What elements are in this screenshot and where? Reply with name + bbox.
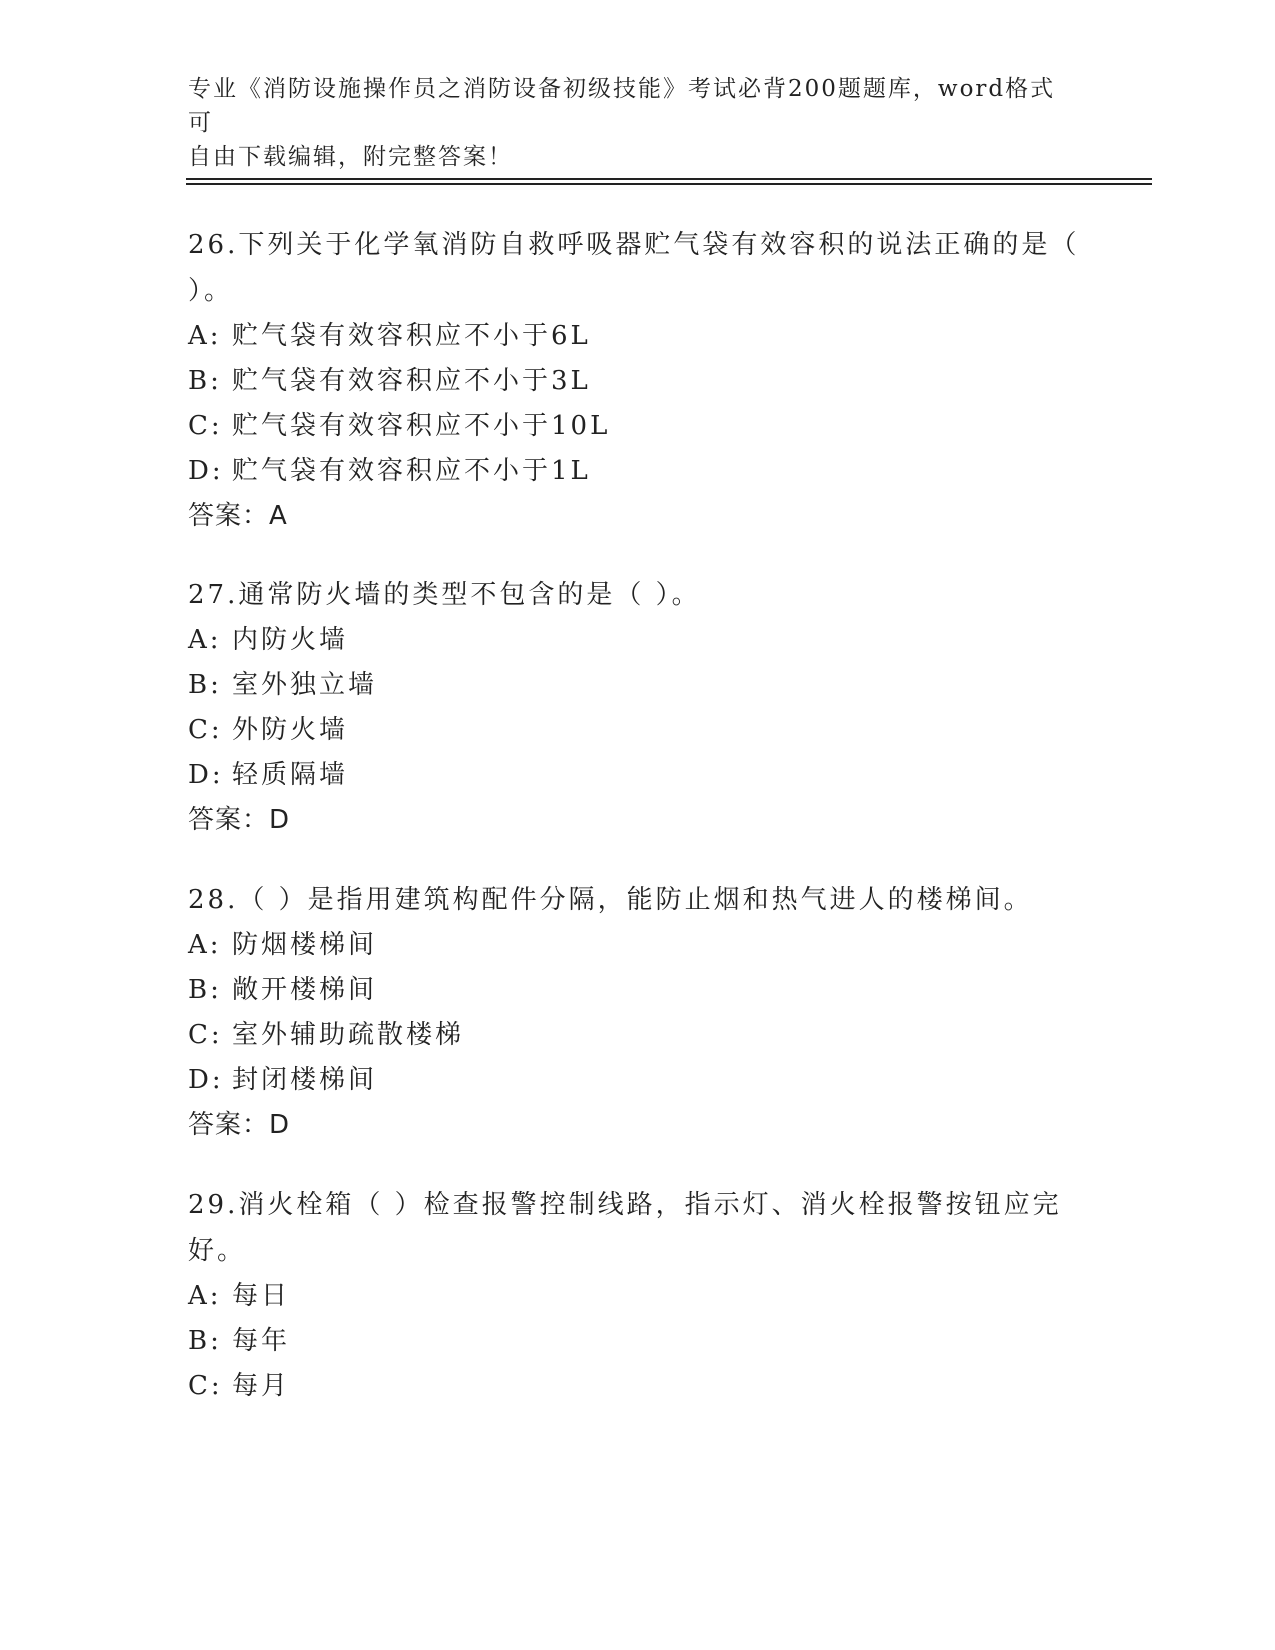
option-key: D: [188,1065,224,1095]
question-stem-line-2: ）。 [188,276,234,306]
option-a [188,1274,1088,1319]
option-text: 贮气袋有效容积应不小于10L [232,411,611,441]
option-c [188,708,1088,753]
question-stem-line-1: 29.消火栓箱（ ）检查报警控制线路，指示灯、消火栓报警按钮应完 [188,1190,1062,1220]
question-27 [188,572,1088,843]
option-key: D: [188,760,224,790]
option-b [188,359,1088,404]
option-text: 每年 [232,1326,291,1356]
option-text: 敞开楼梯间 [232,975,378,1005]
option-text: 封闭楼梯间 [232,1065,378,1095]
option-c [188,1364,1088,1409]
option-text: 贮气袋有效容积应不小于3L [232,366,591,396]
header-line-1: 专业《消防设施操作员之消防设备初级技能》考试必背200题题库，word格式可 [188,76,1056,136]
option-key: D: [188,456,224,486]
question-29 [188,1182,1088,1409]
question-stem-line-1: 28.（ ）是指用建筑构配件分隔，能防止烟和热气进人的楼梯间。 [188,885,1033,915]
header-divider-top [186,178,1152,180]
option-key: A: [188,930,222,960]
option-text: 轻质隔墙 [232,760,349,790]
option-b [188,968,1088,1013]
question-26 [188,222,1088,539]
option-d [188,449,1088,494]
option-key: B: [188,670,222,700]
option-text: 防烟楼梯间 [232,930,378,960]
option-d [188,753,1088,798]
option-key: A: [188,625,222,655]
answer-line: 答案：D [188,805,291,835]
option-a [188,923,1088,968]
option-text: 贮气袋有效容积应不小于6L [232,321,591,351]
option-text: 外防火墙 [232,715,349,745]
header-line-2: 自由下载编辑，附完整答案！ [188,144,513,170]
option-key: C: [188,715,223,745]
option-a [188,314,1088,359]
question-stem-line-1: 26.下列关于化学氧消防自救呼吸器贮气袋有效容积的说法正确的是（ [188,230,1080,260]
option-text: 内防火墙 [232,625,349,655]
option-text: 每日 [232,1281,291,1311]
option-b [188,663,1088,708]
option-key: C: [188,1371,223,1401]
option-d [188,1058,1088,1103]
option-key: B: [188,366,222,396]
option-text: 室外独立墙 [232,670,378,700]
option-key: C: [188,1020,223,1050]
option-key: A: [188,1281,222,1311]
option-key: B: [188,975,222,1005]
option-a [188,618,1088,663]
question-stem-line-2: 好。 [188,1236,247,1266]
option-c [188,404,1088,449]
answer-line: 答案：A [188,501,288,531]
option-text: 室外辅助疏散楼梯 [232,1020,465,1050]
document-header [188,72,1068,174]
question-28 [188,877,1088,1148]
option-b [188,1319,1088,1364]
option-c [188,1013,1088,1058]
question-stem-line-1: 27.通常防火墙的类型不包含的是（ ）。 [188,580,701,610]
header-divider-bottom [186,183,1152,185]
option-text: 贮气袋有效容积应不小于1L [232,456,591,486]
answer-line: 答案：D [188,1110,291,1140]
option-key: B: [188,1326,222,1356]
option-key: C: [188,411,223,441]
option-key: A: [188,321,222,351]
option-text: 每月 [232,1371,291,1401]
